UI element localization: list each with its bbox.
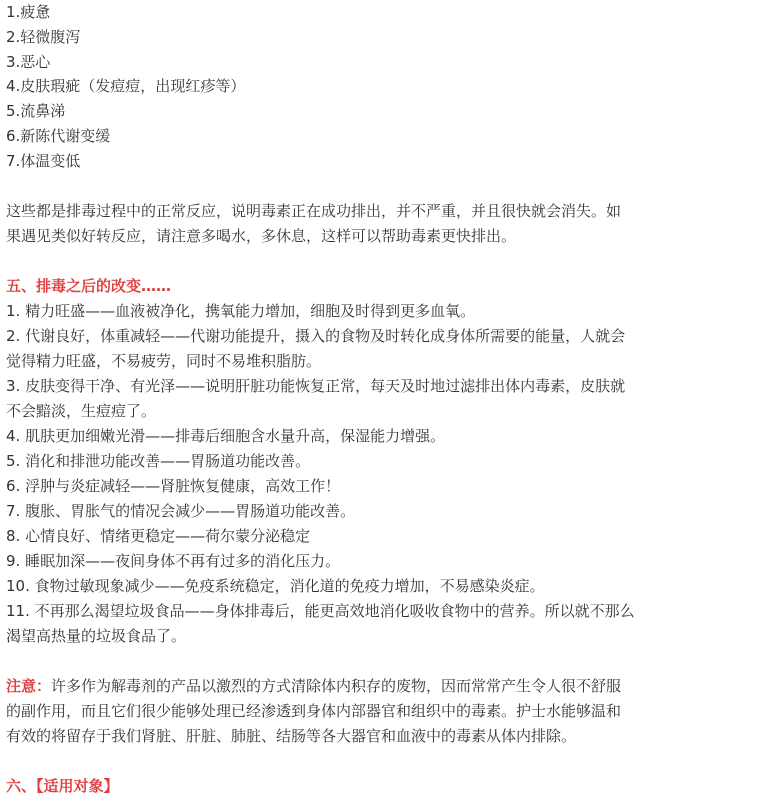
paragraph-line: 果遇见类似好转反应，请注意多喝水，多休息，这样可以帮助毒素更快排出。 — [6, 226, 517, 245]
list-item: 6. 浮肿与炎症减轻——肾脏恢复健康，高效工作！ — [6, 476, 341, 495]
list-item-continuation: 渴望高热量的垃圾食品了。 — [6, 626, 187, 645]
paragraph-line: 这些都是排毒过程中的正常反应，说明毒素正在成功排出，并不严重，并且很快就会消失。如 — [6, 201, 622, 220]
list-item: 5. 消化和排泄功能改善——胃肠道功能改善。 — [6, 451, 311, 470]
list-item: 6.新陈代谢变缓 — [6, 126, 111, 145]
list-item: 7.体温变低 — [6, 151, 81, 170]
note-paragraph — [6, 674, 762, 749]
document-body — [6, 0, 762, 799]
symptom-list — [6, 0, 762, 174]
spacer — [6, 249, 762, 274]
section-6-heading: 六、【适用对象】 — [6, 776, 119, 795]
list-item: 11. 不再那么渴望垃圾食品——身体排毒后，能更高效地消化吸收食物中的营养。所以就不那么 — [6, 601, 635, 620]
paragraph-line: 的副作用，而且它们很少能够处理已经渗透到身体内部器官和组织中的毒素。护士水能够温和 — [6, 701, 622, 720]
list-item: 2.轻微腹泻 — [6, 27, 81, 46]
note-label: 注意： — [6, 676, 52, 695]
list-item: 3.恶心 — [6, 52, 51, 71]
list-item: 4.皮肤瑕疵（发痘痘，出现红疹等） — [6, 77, 246, 96]
list-item: 3. 皮肤变得干净、有光泽——说明肝脏功能恢复正常，每天及时地过滤排出体内毒素，皮肤就 — [6, 376, 626, 395]
list-item: 8. 心情良好、情绪更稳定——荷尔蒙分泌稳定 — [6, 526, 311, 545]
intro-paragraph — [6, 199, 762, 249]
list-item: 1. 精力旺盛——血液被净化，携氧能力增加，细胞及时得到更多血氧。 — [6, 301, 476, 320]
spacer — [6, 649, 762, 674]
note-text: 许多作为解毒剂的产品以激烈的方式清除体内积存的废物，因而常常产生令人很不舒服 — [51, 676, 622, 695]
list-item: 1.疲惫 — [6, 3, 51, 21]
list-item: 4. 肌肤更加细嫩光滑——排毒后细胞含水量升高，保湿能力增强。 — [6, 426, 446, 445]
list-item: 10. 食物过敏现象减少——免疫系统稳定，消化道的免疫力增加，不易感染炎症。 — [6, 576, 545, 595]
list-item: 5.流鼻涕 — [6, 102, 66, 121]
paragraph-line: 有效的将留存于我们肾脏、肝脏、肺脏、结肠等各大器官和血液中的毒素从体内排除。 — [6, 726, 577, 745]
spacer — [6, 749, 762, 774]
section-5-heading: 五、排毒之后的改变…… — [6, 276, 172, 295]
list-item-continuation: 觉得精力旺盛，不易疲劳，同时不易堆积脂肪。 — [6, 351, 322, 370]
list-item: 2. 代谢良好，体重减轻——代谢功能提升，摄入的食物及时转化成身体所需要的能量，人就会 — [6, 326, 626, 345]
section-5-list — [6, 299, 762, 649]
paragraph-line — [6, 674, 762, 699]
spacer — [6, 174, 762, 199]
list-item: 9. 睡眠加深——夜间身体不再有过多的消化压力。 — [6, 551, 341, 570]
list-item-continuation: 不会黯淡，生痘痘了。 — [6, 401, 157, 420]
list-item: 7. 腹胀、胃胀气的情况会减少——胃肠道功能改善。 — [6, 501, 356, 520]
